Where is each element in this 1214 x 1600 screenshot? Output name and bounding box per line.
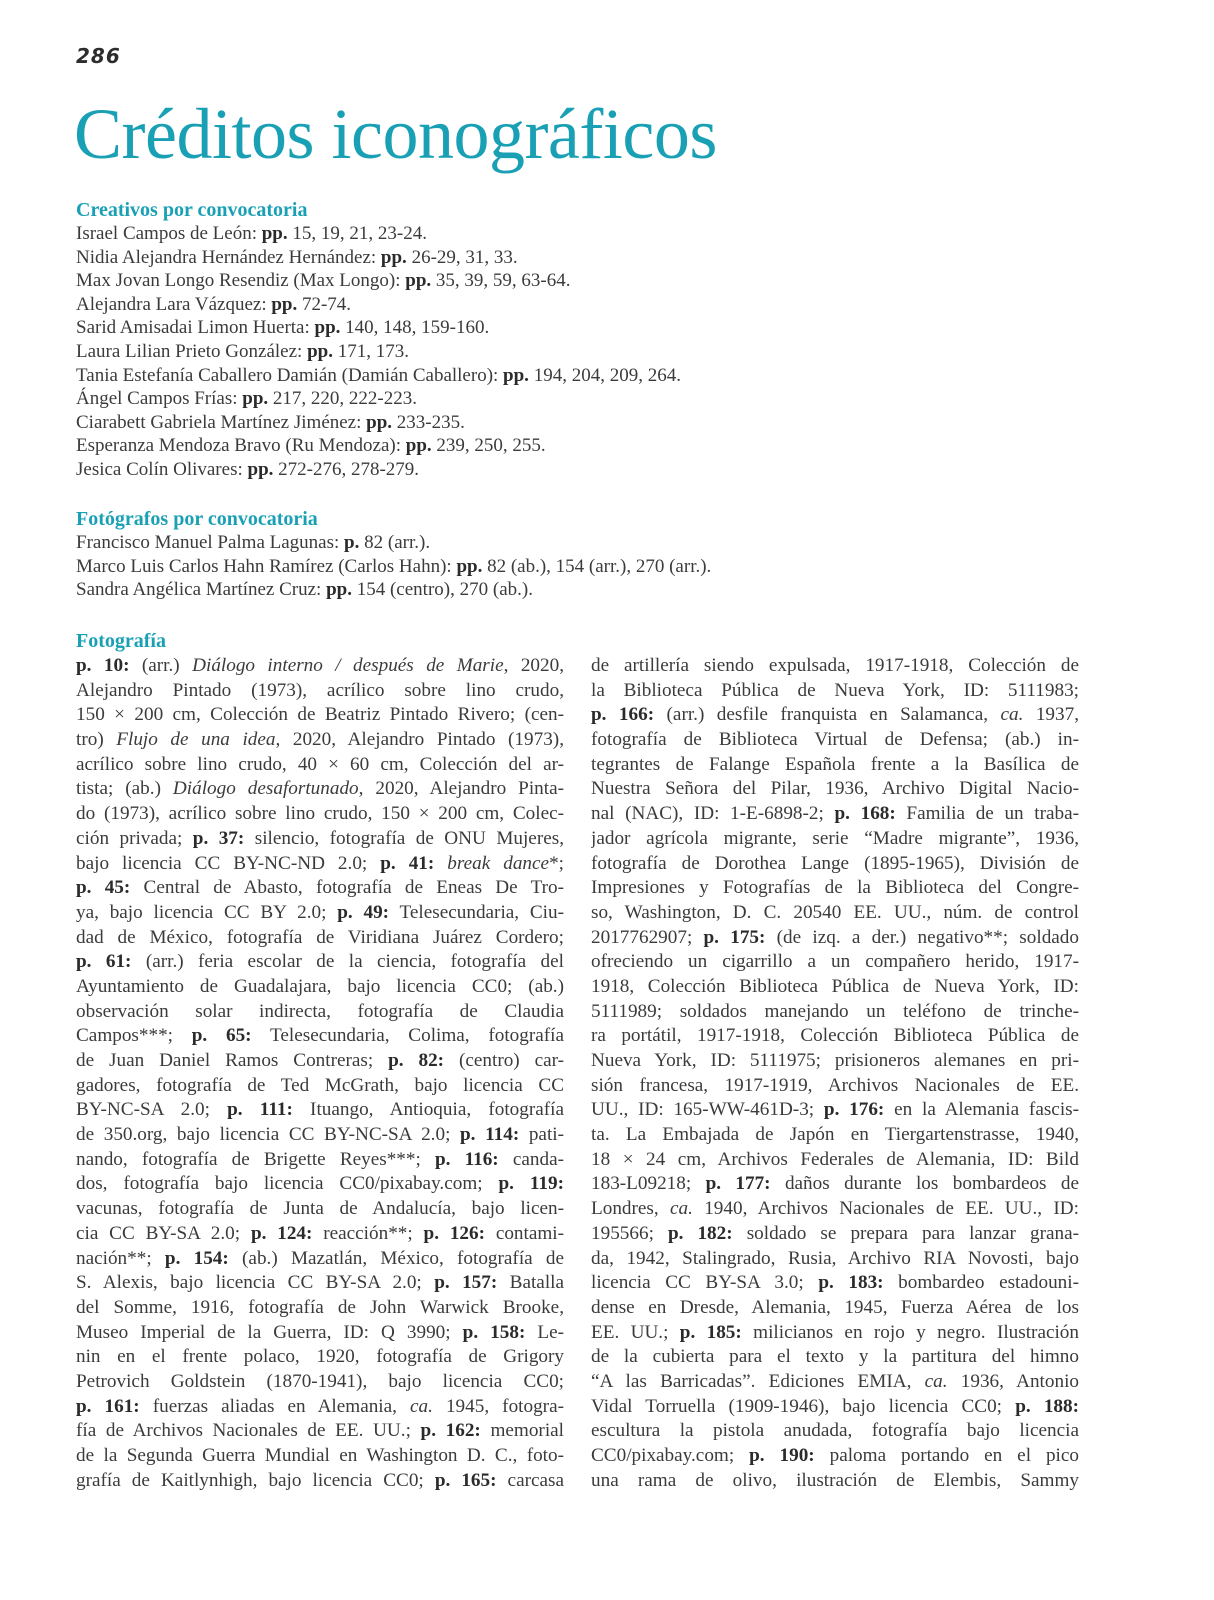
work-title: ca. xyxy=(924,1370,948,1392)
credit-pages: 154 (centro), 270 (ab.). xyxy=(351,579,533,601)
text-segment: tro) xyxy=(76,729,117,751)
work-title: ca. xyxy=(410,1395,433,1417)
credit-name: Tania Estefanía Caballero Damián (Damián Caballero): xyxy=(76,364,504,386)
text-segment: ción privada; xyxy=(76,827,193,849)
text-line xyxy=(591,1444,1079,1469)
text-line xyxy=(591,1000,1079,1025)
work-title: Diálogo interno / después de Marie xyxy=(192,655,504,676)
text-line xyxy=(76,1222,564,1247)
text-line xyxy=(591,1074,1079,1099)
text-line xyxy=(591,679,1079,704)
text-segment: nin en el frente polaco, 1920, fotografía de Grigory xyxy=(76,1346,564,1368)
credit-name: Alejandra Lara Vázquez: xyxy=(76,293,272,315)
text-line xyxy=(76,802,564,827)
text-line xyxy=(591,1321,1079,1346)
text-segment: 1937, xyxy=(1023,704,1079,726)
text-line xyxy=(76,1098,564,1123)
page-reference: p. 111: xyxy=(227,1099,293,1121)
text-segment: Telesecundaria, Ciu- xyxy=(389,901,564,923)
text-segment: soldado se prepara para lanzar grana- xyxy=(732,1222,1079,1244)
fotografia-heading: Fotografía xyxy=(76,630,166,652)
credit-pages-label: pp. xyxy=(247,458,274,480)
text-line xyxy=(76,1000,564,1025)
credit-pages-label: pp. xyxy=(405,270,432,292)
text-line xyxy=(76,926,564,951)
text-line xyxy=(76,654,564,679)
text-line xyxy=(591,926,1079,951)
text-line xyxy=(76,1123,564,1148)
text-segment: 1945, fotogra- xyxy=(432,1395,564,1417)
text-line xyxy=(591,1395,1079,1420)
credit-name: Israel Campos de León: xyxy=(76,223,262,244)
text-segment: so, Washington, D. C. 20540 EE. UU., núm. de control xyxy=(591,901,1079,923)
text-segment: (arr.) xyxy=(129,655,193,676)
credit-entry xyxy=(76,531,1146,555)
text-line xyxy=(76,1247,564,1272)
text-segment: gadores, fotografía de Ted McGrath, bajo licencia CC xyxy=(76,1074,564,1096)
text-segment: 5111989; soldados manejando un teléfono de trinche- xyxy=(591,1000,1079,1022)
text-segment: 195566; xyxy=(591,1222,668,1244)
text-segment: una rama de olivo, ilustración de Elembis, Sammy xyxy=(591,1469,1079,1491)
text-line xyxy=(76,975,564,1000)
text-line xyxy=(591,1345,1079,1370)
text-segment: 18 × 24 cm, Archivos Federales de Alemania, ID: Bild xyxy=(591,1148,1079,1170)
fotografos-heading: Fotógrafos por convocatoria xyxy=(76,508,318,530)
text-segment: escultura la pistola anudada, fotografía bajo licencia xyxy=(591,1420,1079,1442)
creativos-heading: Creativos por convocatoria xyxy=(76,199,308,221)
text-segment: grafía de Kaitlynhigh, bajo licencia CC0; xyxy=(76,1469,435,1491)
text-segment: cia CC BY-SA 2.0; xyxy=(76,1222,251,1244)
text-segment: EE. UU.; xyxy=(591,1321,680,1343)
credit-entry xyxy=(76,578,1146,602)
text-segment: memorial xyxy=(480,1420,564,1442)
text-line xyxy=(76,1049,564,1074)
text-line xyxy=(591,777,1079,802)
text-segment: ya, bajo licencia CC BY 2.0; xyxy=(76,901,338,923)
credit-pages: 82 (arr.). xyxy=(359,532,431,553)
credit-pages-label: pp. xyxy=(405,435,432,457)
text-line xyxy=(591,1419,1079,1444)
credit-pages: 35, 39, 59, 63-64. xyxy=(431,270,571,292)
text-segment: bajo licencia CC BY-NC-ND 2.0; xyxy=(76,852,381,874)
page-reference: p. 114: xyxy=(460,1124,520,1146)
text-segment: contami- xyxy=(485,1222,564,1244)
text-line xyxy=(76,1024,564,1049)
page-reference: p. 185: xyxy=(679,1321,742,1343)
text-segment: pati- xyxy=(519,1124,564,1146)
creativos-list xyxy=(76,222,1146,482)
text-line xyxy=(591,876,1079,901)
credit-pages-label: pp. xyxy=(261,223,288,244)
page-reference: p. 65: xyxy=(191,1025,252,1047)
text-line xyxy=(76,679,564,704)
credit-pages-label: p. xyxy=(344,532,360,553)
page-reference: p. 168: xyxy=(834,803,896,825)
text-line xyxy=(76,1148,564,1173)
text-segment: do (1973), acrílico sobre lino crudo, 150 × 200 cm, Colec- xyxy=(76,803,564,825)
text-segment: paloma portando en el pico xyxy=(814,1445,1079,1466)
text-segment: Campos***; xyxy=(76,1025,192,1047)
text-line xyxy=(591,1370,1079,1395)
text-segment: Familia de un traba- xyxy=(895,803,1079,825)
text-line xyxy=(76,1419,564,1444)
text-segment: ra portátil, 1917-1918, Colección Biblioteca Pública de xyxy=(591,1025,1079,1047)
page-reference: p. 161: xyxy=(76,1395,140,1417)
text-segment: tegrantes de Falange Española frente a la Basílica de xyxy=(591,753,1079,775)
text-segment: da, 1942, Stalingrado, Rusia, Archivo RIA Novosti, bajo xyxy=(591,1247,1079,1269)
credit-pages: 171, 173. xyxy=(332,340,409,362)
creativos-section xyxy=(76,199,1146,482)
credit-entry xyxy=(76,246,1146,270)
credit-pages-label: pp. xyxy=(271,293,298,315)
credit-name: Laura Lilian Prieto González: xyxy=(76,340,308,362)
page-reference: p. 190: xyxy=(749,1445,815,1466)
text-segment: de artillería siendo expulsada, 1917-1918, Colección de xyxy=(591,655,1079,676)
text-segment: S. Alexis, bajo licencia CC BY-SA 2.0; xyxy=(76,1272,435,1294)
text-line xyxy=(76,1197,564,1222)
page-reference: p. 10: xyxy=(76,655,130,676)
text-segment: (arr.) feria escolar de la ciencia, fotografía del xyxy=(131,951,564,973)
credit-entry xyxy=(76,222,1146,246)
text-segment: “A las Barricadas”. Ediciones EMIA, xyxy=(591,1370,925,1392)
text-segment: del Somme, 1916, fotografía de John Warwick Brooke, xyxy=(76,1296,564,1318)
credit-name: Jesica Colín Olivares: xyxy=(76,458,248,480)
fotografia-column-left xyxy=(76,654,564,1493)
text-line xyxy=(76,1444,564,1469)
credit-pages: 72-74. xyxy=(297,293,352,315)
text-line xyxy=(591,827,1079,852)
credit-pages: 233-235. xyxy=(392,411,465,433)
text-segment: de Juan Daniel Ramos Contreras; xyxy=(76,1050,389,1071)
page-reference: p. 177: xyxy=(705,1173,771,1195)
credit-name: Esperanza Mendoza Bravo (Ru Mendoza): xyxy=(76,435,406,457)
text-line xyxy=(76,1395,564,1420)
text-segment: carcasa xyxy=(496,1469,564,1491)
credit-entry xyxy=(76,387,1146,411)
page-reference: p. 119: xyxy=(498,1173,564,1195)
work-title: Diálogo desafortunado xyxy=(172,778,359,800)
page-title: Créditos iconográficos xyxy=(74,94,717,174)
text-segment: dense en Dresde, Alemania, 1945, Fuerza Aérea de los xyxy=(591,1296,1079,1318)
text-line xyxy=(591,1123,1079,1148)
credit-pages-label: pp. xyxy=(314,317,341,339)
page-reference: p. 182: xyxy=(667,1222,733,1244)
text-line xyxy=(591,1469,1079,1494)
text-line xyxy=(591,1024,1079,1049)
text-segment: vacunas, fotografía de Junta de Andalucía, bajo licen- xyxy=(76,1198,564,1220)
credit-pages-label: pp. xyxy=(503,364,529,386)
page-number: 286 xyxy=(76,44,121,68)
text-line xyxy=(591,950,1079,975)
text-line xyxy=(76,1345,564,1370)
credit-pages: 239, 250, 255. xyxy=(431,435,546,457)
page-reference: p. 37: xyxy=(192,827,245,849)
text-line xyxy=(76,777,564,802)
text-line xyxy=(76,852,564,877)
text-segment: Central de Abasto, fotografía de Eneas De Tro- xyxy=(130,877,564,899)
page-reference: p. 166: xyxy=(591,704,655,726)
text-line xyxy=(591,1271,1079,1296)
text-segment: Nuestra Señora del Pilar, 1936, Archivo Digital Nacio- xyxy=(591,778,1079,800)
text-segment: dad de México, fotografía de Viridiana Juárez Cordero; xyxy=(76,926,564,948)
work-title: break dance xyxy=(447,852,550,874)
credit-pages: 272-276, 278-279. xyxy=(273,458,420,480)
text-segment xyxy=(434,853,447,874)
credit-entry xyxy=(76,555,1146,579)
credit-entry xyxy=(76,293,1146,317)
page-reference: p. 61: xyxy=(76,951,132,973)
text-segment: , 2020, Alejandro Pinta- xyxy=(358,778,564,800)
work-title: ca. xyxy=(1000,704,1024,726)
text-segment: canda- xyxy=(498,1148,564,1170)
page-reference: p. 157: xyxy=(434,1272,498,1294)
credit-name: Marco Luis Carlos Hahn Ramírez (Carlos Hahn): xyxy=(76,555,457,577)
credit-pages: 194, 204, 209, 264. xyxy=(528,364,681,386)
page-reference: p. 82: xyxy=(388,1050,445,1071)
text-segment: Le- xyxy=(525,1321,564,1343)
text-line xyxy=(591,753,1079,778)
text-segment: en la Alemania fascis- xyxy=(884,1099,1079,1121)
text-line xyxy=(76,1074,564,1099)
text-line xyxy=(591,1296,1079,1321)
credit-pages-label: pp. xyxy=(326,579,352,601)
text-segment: Batalla xyxy=(497,1272,564,1294)
text-line xyxy=(591,852,1079,877)
text-segment: Impresiones y Fotografías de la Biblioteca del Congre- xyxy=(591,877,1079,899)
text-segment: de 350.org, bajo licencia CC BY-NC-SA 2.0; xyxy=(76,1124,461,1146)
text-line xyxy=(591,1049,1079,1074)
text-segment: licencia CC BY-SA 3.0; xyxy=(591,1272,819,1294)
credit-pages: 15, 19, 21, 23-24. xyxy=(287,223,427,244)
page-reference: p. 154: xyxy=(164,1247,229,1269)
text-segment: *; xyxy=(549,852,564,874)
text-line xyxy=(76,827,564,852)
text-line xyxy=(591,728,1079,753)
text-segment: Ituango, Antioquia, fotografía xyxy=(292,1099,564,1121)
text-line xyxy=(591,802,1079,827)
text-segment: silencio, fotografía de ONU Mujeres, xyxy=(244,827,564,849)
text-line xyxy=(591,901,1079,926)
credit-entry xyxy=(76,411,1146,435)
credit-name: Francisco Manuel Palma Lagunas: xyxy=(76,532,345,553)
text-segment: Petrovich Goldstein (1870-1941), bajo licencia CC0; xyxy=(76,1370,564,1392)
text-segment: Londres, xyxy=(591,1198,670,1220)
text-line xyxy=(76,901,564,926)
text-line xyxy=(591,1098,1079,1123)
page-reference: p. 116: xyxy=(434,1148,499,1170)
page-reference: p. 41: xyxy=(380,852,435,874)
text-line xyxy=(76,1370,564,1395)
text-segment: Vidal Torruella (1909-1946), bajo licencia CC0; xyxy=(591,1395,1016,1417)
text-segment: 2017762907; xyxy=(591,926,704,948)
text-segment: 150 × 200 cm, Colección de Beatriz Pintado Rivero; (cen- xyxy=(76,704,564,726)
credit-pages: 217, 220, 222-223. xyxy=(268,388,417,410)
credit-pages: 82 (ab.), 154 (arr.), 270 (arr.). xyxy=(482,555,712,577)
text-line xyxy=(76,876,564,901)
credit-pages-label: pp. xyxy=(380,246,407,268)
text-segment: nal (NAC), ID: 1-E-6898-2; xyxy=(591,803,835,825)
text-line xyxy=(591,1148,1079,1173)
page-reference: p. 124: xyxy=(250,1222,313,1244)
text-line xyxy=(76,703,564,728)
fotografia-column-right xyxy=(591,654,1079,1493)
text-segment: fotografía de Dorothea Lange (1895-1965), División de xyxy=(591,852,1079,874)
text-segment: fuerzas aliadas en Alemania, xyxy=(139,1395,410,1417)
fotografos-section xyxy=(76,508,1146,602)
text-segment: , 2020, xyxy=(503,655,564,676)
text-segment: acrílico sobre lino crudo, 40 × 60 cm, Colección del ar- xyxy=(76,753,564,775)
text-segment: 183-L09218; xyxy=(591,1173,706,1195)
text-segment: daños durante los bombardeos de xyxy=(770,1173,1079,1195)
page-reference: p. 126: xyxy=(423,1222,485,1244)
text-segment: Museo Imperial de la Guerra, ID: Q 3990; xyxy=(76,1321,463,1343)
credit-pages-label: pp. xyxy=(307,340,333,362)
text-line xyxy=(76,950,564,975)
text-segment: sión francesa, 1917-1919, Archivos Nacionales de EE. xyxy=(591,1074,1079,1096)
credit-name: Ciarabett Gabriela Martínez Jiménez: xyxy=(76,411,367,433)
text-line xyxy=(591,1222,1079,1247)
text-segment: (de izq. a der.) negativo**; soldado xyxy=(765,926,1079,948)
text-line xyxy=(76,728,564,753)
text-segment: de la cubierta para el texto y la partitura del himno xyxy=(591,1346,1079,1368)
work-title: ca. xyxy=(669,1198,693,1220)
text-segment: milicianos en rojo y negro. Ilustración xyxy=(741,1321,1079,1343)
credit-pages-label: pp. xyxy=(456,555,483,577)
text-segment: fía de Archivos Nacionales de EE. UU.; xyxy=(76,1420,421,1442)
credit-name: Ángel Campos Frías: xyxy=(76,388,243,410)
text-line xyxy=(591,1247,1079,1272)
text-segment: nando, fotografía de Brigette Reyes***; xyxy=(76,1148,435,1170)
text-segment: nación**; xyxy=(76,1247,165,1269)
text-segment: tista; (ab.) xyxy=(76,778,173,800)
page-reference: p. 162: xyxy=(420,1420,481,1442)
text-segment: 1936, Antonio xyxy=(947,1370,1079,1392)
credit-name: Max Jovan Longo Resendiz (Max Longo): xyxy=(76,270,406,292)
text-segment: observación solar indirecta, fotografía de Claudia xyxy=(76,1000,564,1022)
text-segment: Alejandro Pintado (1973), acrílico sobre lino crudo, xyxy=(76,679,564,701)
text-line xyxy=(591,1172,1079,1197)
credit-entry xyxy=(76,316,1146,340)
text-segment: dos, fotografía bajo licencia CC0/pixabay.com; xyxy=(76,1173,499,1195)
text-segment: UU., ID: 165-WW-461D-3; xyxy=(591,1099,824,1121)
page-reference: p. 183: xyxy=(818,1272,884,1294)
text-segment: (arr.) desfile franquista en Salamanca, xyxy=(654,704,1001,726)
credit-pages-label: pp. xyxy=(366,411,393,433)
text-segment: ta. La Embajada de Japón en Tiergartenstrasse, 1940, xyxy=(591,1124,1079,1146)
text-segment: (ab.) Mazatlán, México, fotografía de xyxy=(228,1247,564,1269)
text-line xyxy=(591,1197,1079,1222)
credit-name: Sandra Angélica Martínez Cruz: xyxy=(76,579,327,601)
text-segment: fotografía de Biblioteca Virtual de Defensa; (ab.) in- xyxy=(591,729,1079,751)
text-segment: , 2020, Alejandro Pintado (1973), xyxy=(275,729,564,751)
credit-entry xyxy=(76,364,1146,388)
credit-entry xyxy=(76,269,1146,293)
text-segment: de la Segunda Guerra Mundial en Washington D. C., foto- xyxy=(76,1445,564,1466)
credit-name: Nidia Alejandra Hernández Hernández: xyxy=(76,246,381,268)
text-line xyxy=(76,1321,564,1346)
text-segment: BY-NC-SA 2.0; xyxy=(76,1099,228,1121)
work-title: Flujo de una idea xyxy=(116,729,276,751)
text-segment: Nueva York, ID: 5111975; prisioneros alemanes en pri- xyxy=(591,1050,1079,1071)
credit-pages: 140, 148, 159-160. xyxy=(340,317,490,339)
credit-entry xyxy=(76,434,1146,458)
text-line xyxy=(591,654,1079,679)
credit-entry xyxy=(76,458,1146,482)
page-reference: p. 175: xyxy=(703,926,766,948)
page-reference: p. 176: xyxy=(823,1099,885,1121)
text-segment: Telesecundaria, Colima, fotografía xyxy=(251,1025,564,1047)
page-reference: p. 45: xyxy=(76,877,131,899)
text-segment: (centro) car- xyxy=(444,1050,564,1071)
fotografos-list xyxy=(76,531,1146,602)
text-line xyxy=(591,703,1079,728)
text-line xyxy=(76,1172,564,1197)
text-line xyxy=(76,1469,564,1494)
text-segment: la Biblioteca Pública de Nueva York, ID: 5111983; xyxy=(591,679,1079,701)
text-line xyxy=(76,753,564,778)
text-segment: ofreciendo un cigarrillo a un compañero herido, 1917- xyxy=(591,951,1079,973)
text-line xyxy=(591,975,1079,1000)
text-segment: reacción**; xyxy=(312,1222,424,1244)
text-segment: jador agrícola migrante, serie “Madre migrante”, 1936, xyxy=(591,827,1079,849)
credit-name: Sarid Amisadai Limon Huerta: xyxy=(76,317,315,339)
text-segment: bombardeo estadouni- xyxy=(883,1272,1079,1294)
credit-pages-label: pp. xyxy=(242,388,269,410)
credit-pages: 26-29, 31, 33. xyxy=(406,246,518,268)
text-line xyxy=(76,1296,564,1321)
page-reference: p. 165: xyxy=(434,1469,497,1491)
text-segment: 1940, Archivos Nacionales de EE. UU., ID: xyxy=(692,1198,1079,1220)
text-line xyxy=(76,1271,564,1296)
text-segment: CC0/pixabay.com; xyxy=(591,1445,750,1466)
page-reference: p. 49: xyxy=(337,901,390,923)
page-reference: p. 158: xyxy=(462,1321,526,1343)
page-reference: p. 188: xyxy=(1015,1395,1079,1417)
text-segment: Ayuntamiento de Guadalajara, bajo licencia CC0; (ab.) xyxy=(76,975,564,997)
text-segment: 1918, Colección Biblioteca Pública de Nueva York, ID: xyxy=(591,975,1079,997)
credit-entry xyxy=(76,340,1146,364)
